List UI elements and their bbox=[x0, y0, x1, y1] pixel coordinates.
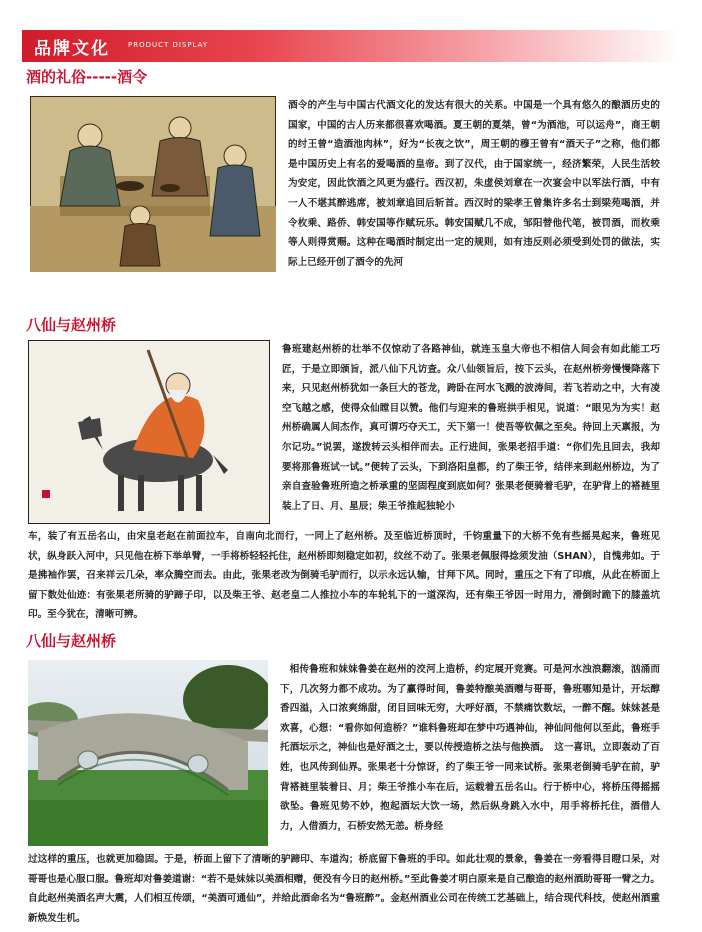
zhangguolao-donkey-image bbox=[28, 340, 270, 524]
section-text-baxian-1-side: 鲁班建赵州桥的壮举不仅惊动了各路神仙，就连玉皇大帝也不相信人间会有如此能工巧匠，于是立即颁旨，派八仙下凡访查。众八仙领旨后，按下云头，在赵州桥旁慢慢降落下来，只见赵州桥犹如一条巨大的苍龙，跨卧在河水飞溅的波涛间，若飞若动之中，大有凌空飞越之感，使得众仙瞠目以赞。他们与迎来的鲁班拱手相见，说道：“眼见为为实！赵州桥确属人间杰作，真可谓巧夺天工，天下第一！使吾等钦佩之至矣。待回上天禀报，为尔记功。”说罢，遂拨转云头相伴而去。正行进间，张果老招手道：“你们先且回去，我却要将那鲁班试一试。”便转了云头，下到洛阳皇都，约了柴王爷，结伴来到赵州桥边，为了亲自查验鲁班所造之桥承重的坚固程度到底如何？张果老便骑着毛驴，在驴背上的褡裢里装上了日、月、星辰；柴王爷推起独轮小 bbox=[282, 344, 660, 512]
section-text-jiuling: 酒令的产生与中国古代酒文化的发达有很大的关系。中国是一个具有悠久的酿酒历史的国家，中国的古人历来都很喜欢喝酒。夏王朝的夏桀，曾“为酒池，可以运舟”，商王朝的纣王曾“造酒池肉林”，好为“长夜之饮”，周王朝的穆王曾有“酒天子”之称，他们都是中国历史上有名的爱喝酒的皇帝。到了汉代，由于国家统一，经济繁荣，人民生活较为安定，因此饮酒之风更为盛行。西汉初，朱虚侯刘章在一次宴会中以军法行酒，中有一人不堪其醉逃席，被刘章追回后斩首。西汉时的梁孝王曾集许多名士到梁苑喝酒，并令枚乘、路侨、韩安国等作赋玩乐。韩安国赋几不成，邹阳替他代笔，被罚酒，而枚乘等人则得赏赐。这种在喝酒时制定出一定的规则，如有违反则必须受到处罚的做法，实际上已经开创了酒令的先河 bbox=[288, 100, 660, 268]
section-text-baxian-2-full: 过这样的重压，也就更加稳固。于是，桥面上留下了清晰的驴蹄印、车道沟；桥底留下鲁班的手印。如此壮观的景象，鲁姜在一旁看得目瞪口呆，对哥哥也是心服口服。鲁班却对鲁姜道谢：“若不是妹妹以美酒相赠，便没有今日的赵州桥。”至此鲁姜才明白原来是自己酿造的赵州酒助哥哥一臂之力。自此赵州美酒名声大震，人们相互传颂，“美酒可通仙”，并给此酒命名为“鲁班醉”。金赵州酒业公司在传统工艺基础上，结合现代科技，使赵州酒重新焕发生机。 bbox=[28, 854, 660, 924]
page-title: 品牌文化 bbox=[34, 39, 110, 59]
section-title-jiuling: 酒的礼俗-----酒令 bbox=[26, 68, 148, 86]
zhaozhou-bridge-image bbox=[28, 660, 268, 846]
header-bar bbox=[22, 30, 682, 62]
section-title-baxian-1: 八仙与赵州桥 bbox=[26, 316, 117, 334]
page-subtitle: PRODUCT DISPLAY bbox=[128, 41, 209, 49]
section-text-baxian-1-full: 车，装了有五岳名山，由宋皇老赵在前面拉车，自南向北而行，一同上了赵州桥。及至临近桥顶时，千钧重量下的大桥不免有些摇晃起来，鲁班见状，纵身跃入河中，只见他在桥下举单臂，一手将桥轻轻托住，赵州桥即刻稳定如初，纹丝不动了。张果老佩服得捻须发油（SHAN），自愧弗如。于是拂袖作罢，召来祥云几朵，率众腾空而去。由此，张果老改为倒骑毛驴而行，以示永远认输，甘拜下风。同时，重压之下有了印痕，从此在桥面上留下数处仙迹：有张果老所骑的驴蹄子印，以及柴王爷、赵老皇二人推拉小车的车轮轧下的一道深沟，还有柴王爷因一时用力，滑倒时跪下的膝盖坑印。至今犹在，清晰可辨。 bbox=[28, 531, 660, 621]
section-text-baxian-2-side: 相传鲁班和妹妹鲁姜在赵州的洨河上造桥，约定展开竞赛。可是河水浊浪翻滚，汹涌而下，几次努力都不成功。为了赢得时间，鲁姜特酿美酒赠与哥哥，鲁班哪知是计，开坛醇香四溢，入口浓爽绵甜，闭目回味无穷，大呼好酒，不禁痛饮数坛，一醉不醒。妹妹甚是欢喜，心想：“看你如何造桥？”谁料鲁班却在梦中巧遇神仙，神仙问他何以至此，鲁班手托酒坛示之，神仙也是好酒之士，要以传授造桥之法与他换酒。 这一喜讯，立即轰动了百姓，也风传到仙界。张果老十分惊讶，约了柴王爷一同来试桥。张果老倒骑毛驴在前，驴背褡裢里装着日、月；柴王爷推小车在后，运载着五岳名山。行于桥中心，将桥压得摇摇欲坠。鲁班见势不妙，抱起酒坛大饮一场，然后纵身跳入水中，用手将桥托住，酒借人力，人借酒力，石桥安然无恙。桥身经 bbox=[280, 664, 660, 832]
banquet-painting-image bbox=[30, 96, 276, 272]
section-title-baxian-2: 八仙与赵州桥 bbox=[26, 632, 117, 650]
